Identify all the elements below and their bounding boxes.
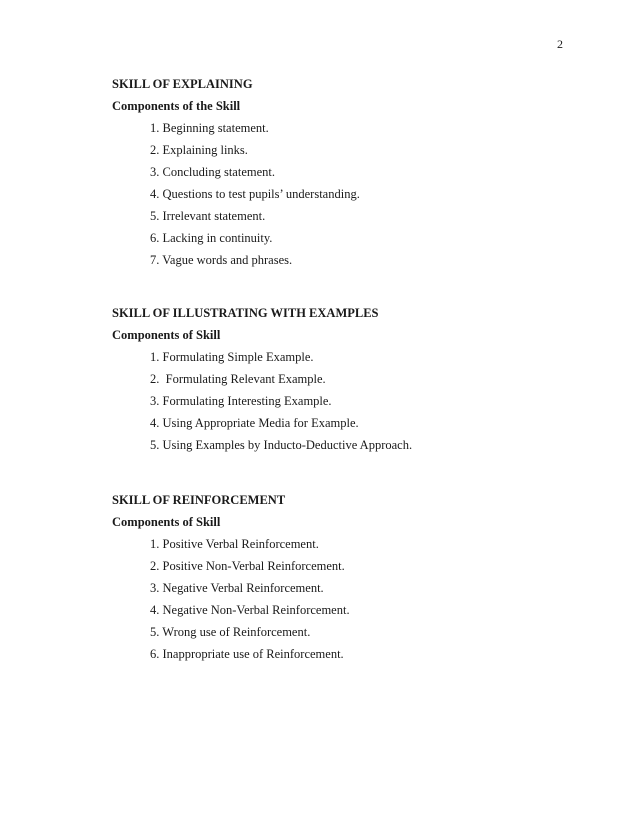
section-skill-of-illustrating bbox=[112, 302, 572, 456]
list-item: 1. Beginning statement. bbox=[150, 121, 269, 135]
component-list bbox=[112, 346, 572, 456]
list-item: 5. Irrelevant statement. bbox=[150, 209, 266, 223]
list-item: 7. Vague words and phrases. bbox=[150, 253, 293, 267]
list-item: 3. Formulating Interesting Example. bbox=[150, 394, 332, 408]
list-item: 4. Questions to test pupils’ understanding. bbox=[150, 187, 360, 201]
list-item: 4. Negative Non-Verbal Reinforcement. bbox=[150, 603, 350, 617]
list-item: 3. Concluding statement. bbox=[150, 165, 275, 179]
list-item: 5. Using Examples by Inducto-Deductive Approach. bbox=[150, 438, 413, 452]
list-item: 6. Lacking in continuity. bbox=[150, 231, 273, 245]
component-list bbox=[112, 117, 572, 271]
section-skill-of-reinforcement bbox=[112, 489, 572, 665]
list-item: 1. Formulating Simple Example. bbox=[150, 350, 314, 364]
list-item: 2. Positive Non-Verbal Reinforcement. bbox=[150, 559, 345, 573]
section-subtitle: Components of the Skill bbox=[112, 99, 241, 113]
list-item: 3. Negative Verbal Reinforcement. bbox=[150, 581, 324, 595]
page-number: 2 bbox=[557, 37, 563, 51]
list-item: 5. Wrong use of Reinforcement. bbox=[150, 625, 311, 639]
section-subtitle: Components of Skill bbox=[112, 515, 221, 529]
list-item: 6. Inappropriate use of Reinforcement. bbox=[150, 647, 344, 661]
list-item: 2. Formulating Relevant Example. bbox=[150, 372, 326, 386]
list-item: 4. Using Appropriate Media for Example. bbox=[150, 416, 359, 430]
section-title: SKILL OF REINFORCEMENT bbox=[112, 493, 286, 507]
section-subtitle: Components of Skill bbox=[112, 328, 221, 342]
component-list bbox=[112, 533, 572, 665]
list-item: 2. Explaining links. bbox=[150, 143, 248, 157]
section-skill-of-explaining bbox=[112, 73, 572, 271]
section-title: SKILL OF ILLUSTRATING WITH EXAMPLES bbox=[112, 306, 379, 320]
section-title: SKILL OF EXPLAINING bbox=[112, 77, 253, 91]
list-item: 1. Positive Verbal Reinforcement. bbox=[150, 537, 319, 551]
